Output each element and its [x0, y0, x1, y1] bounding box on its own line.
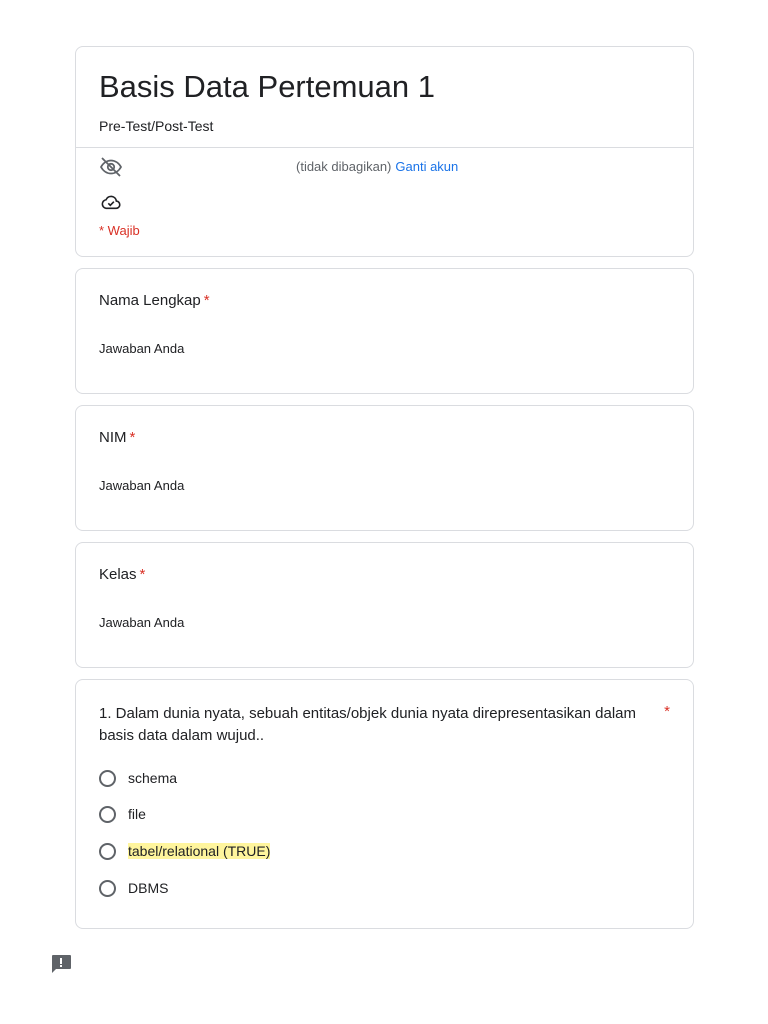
form-description: Pre-Test/Post-Test	[99, 118, 214, 134]
option-label: schema	[128, 770, 178, 786]
option-label: file	[128, 806, 146, 822]
switch-account-link[interactable]: Ganti akun	[395, 159, 459, 174]
radio-button[interactable]	[99, 880, 116, 897]
option-schema[interactable]	[99, 767, 177, 789]
form-header-card	[75, 46, 694, 257]
option-dbms[interactable]	[99, 877, 168, 899]
answer-input[interactable]: Jawaban Anda	[99, 478, 185, 493]
option-file[interactable]	[99, 803, 146, 825]
question-label: Nama Lengkap	[99, 292, 201, 309]
required-star: *	[203, 292, 210, 309]
feedback-icon[interactable]	[50, 954, 72, 974]
cloud-done-icon	[100, 193, 122, 216]
question-card-kelas	[75, 542, 694, 668]
question-title	[99, 429, 135, 446]
required-star: *	[129, 429, 136, 446]
question-card-multiple-choice	[75, 679, 694, 929]
question-label: Kelas	[99, 566, 137, 583]
question-title	[99, 292, 210, 309]
radio-button[interactable]	[99, 770, 116, 787]
question-label: NIM	[99, 429, 127, 446]
option-label: DBMS	[128, 880, 169, 896]
radio-button[interactable]	[99, 806, 116, 823]
question-card-nama-lengkap	[75, 268, 694, 394]
required-star: *	[664, 703, 670, 720]
answer-input[interactable]: Jawaban Anda	[99, 615, 185, 630]
form-title: Basis Data Pertemuan 1	[99, 69, 436, 104]
account-row	[99, 157, 123, 181]
account-info	[296, 159, 458, 174]
answer-input[interactable]: Jawaban Anda	[99, 341, 185, 356]
account-not-shared-note: (tidak dibagikan)	[296, 159, 392, 174]
required-star: *	[139, 566, 146, 583]
required-note: * Wajib	[99, 223, 140, 238]
visibility-off-icon	[99, 155, 123, 184]
header-divider	[76, 147, 693, 148]
question-title: 1. Dalam dunia nyata, sebuah entitas/objek dunia nyata direpresentasikan dalam basis data dalam wujud..	[99, 705, 637, 744]
option-tabel-relational[interactable]	[99, 840, 270, 862]
question-title	[99, 566, 145, 583]
question-card-nim	[75, 405, 694, 531]
option-label-highlighted: tabel/relational (TRUE)	[128, 843, 271, 859]
radio-button[interactable]	[99, 843, 116, 860]
